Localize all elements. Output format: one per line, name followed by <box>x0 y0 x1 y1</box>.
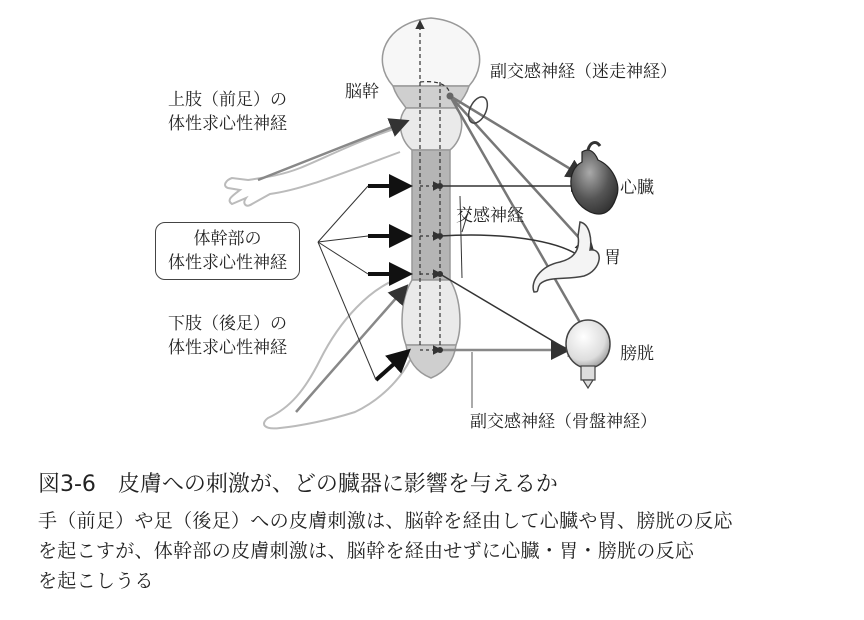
label-heart: 心臓 <box>620 178 654 198</box>
label-upper-limb-line1: 上肢（前足）の <box>168 90 287 110</box>
label-bladder: 膀胱 <box>620 344 654 364</box>
figure-caption-title: 図3-6 皮膚への刺激が、どの臓器に影響を与えるか <box>38 472 558 497</box>
label-lower-limb-line2: 体性求心性神経 <box>168 338 287 358</box>
label-trunk-line2: 体性求心性神経 <box>168 253 287 273</box>
figure-caption-line3: を起こしうる <box>38 570 154 592</box>
brain-bulb <box>382 18 479 86</box>
trunk-afferent-box <box>155 222 300 280</box>
label-upper-limb-line2: 体性求心性神経 <box>168 114 287 134</box>
label-lower-limb-line1: 下肢（後足）の <box>168 314 287 334</box>
label-stomach: 胃 <box>604 248 621 268</box>
cervical-region <box>400 108 461 150</box>
figure-caption-line2: を起こすが、体幹部の皮膚刺激は、脳幹を経由せずに心臓・胃・膀胱の反応 <box>38 540 695 562</box>
label-parasympathetic-vagus: 副交感神経（迷走神経） <box>490 62 677 82</box>
bladder-organ <box>566 320 610 388</box>
arm-outline <box>225 128 400 206</box>
label-brainstem: 脳幹 <box>345 82 379 102</box>
label-parasympathetic-pelvic: 副交感神経（骨盤神経） <box>470 412 657 432</box>
figure-caption-line1: 手（前足）や足（後足）への皮膚刺激は、脳幹を経由して心臓や胃、膀胱の反応 <box>38 510 733 532</box>
heart-organ <box>571 143 618 215</box>
label-trunk-line1: 体幹部の <box>193 229 262 249</box>
label-sympathetic: 交感神経 <box>456 206 524 226</box>
lumbar-region <box>402 280 460 345</box>
thoracic-region <box>412 150 450 280</box>
